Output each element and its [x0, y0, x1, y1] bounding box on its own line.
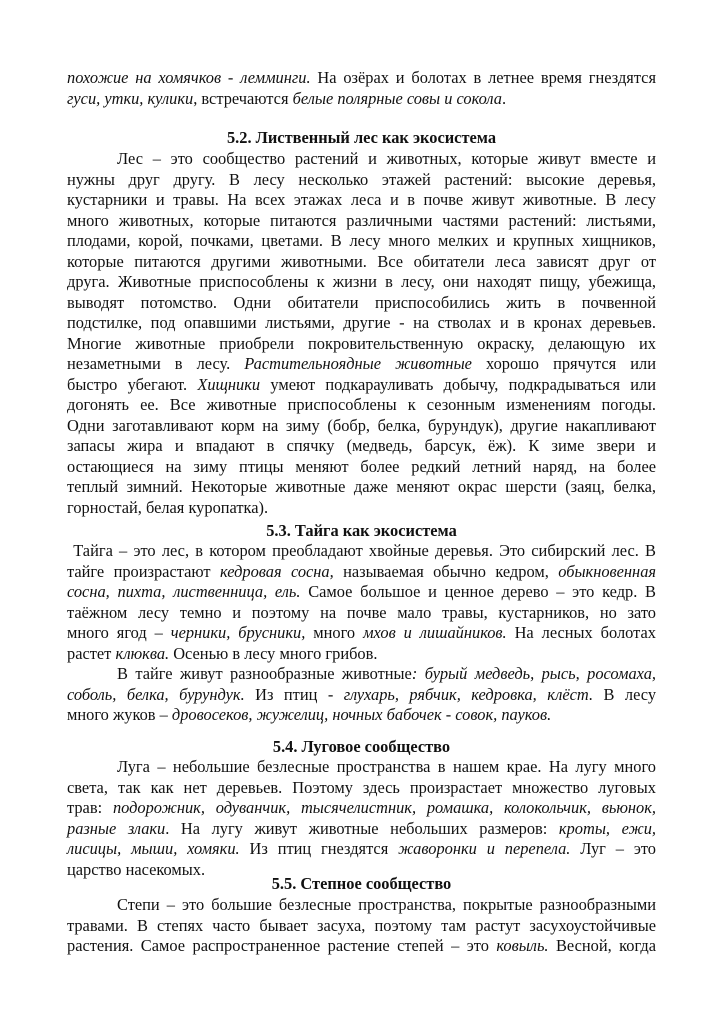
italic-text: подорожник, одуванчик, тысячелистник, ромашка, колокольчик, вьюнок, — [112, 798, 656, 817]
italic-text: Хищники — [197, 374, 261, 394]
text-line — [67, 457, 656, 478]
text-run: запасы жира и впадают в спячку (медведь, барсук, ёж). К зиме звери и — [67, 436, 656, 455]
paragraph — [67, 541, 656, 664]
text-run: Одни заготавливают корм на зиму (бобр, белка, бурундук), другие накапливают — [67, 415, 656, 435]
text-line — [67, 68, 656, 89]
italic-text: кедровая сосна, — [219, 561, 334, 581]
text-line — [67, 436, 656, 457]
paragraph — [67, 664, 656, 726]
text-run: Многие животные приобрели покровительственную окраску, делающую их — [67, 333, 656, 353]
text-line — [67, 644, 656, 665]
text-line — [67, 603, 656, 624]
paragraph — [67, 757, 656, 880]
text-run: кустарники и травы. На всех этажах леса и в почве живут животные. В лесу — [67, 190, 656, 209]
text-run: подстилке, под опавшими листьями, другие - на стволах и в кронах деревьев. — [67, 313, 656, 332]
text-line — [67, 272, 656, 293]
paragraph — [67, 68, 656, 109]
italic-text: обыкновенная — [558, 561, 657, 581]
text-run: травами. В степях часто бывает засуха, поэтому там растут засухоустойчивые — [67, 915, 656, 935]
italic-text: жаворонки и перепела. — [398, 839, 571, 858]
italic-text: Растительноядные животные — [244, 354, 472, 373]
text-run: незаметными в лесу. — [67, 354, 245, 373]
text-line — [67, 562, 656, 583]
text-line — [67, 416, 656, 437]
text-line — [67, 541, 656, 562]
text-run: Тайга – это лес, в котором преобладают хвойные деревья. Это сибирский лес. В — [67, 541, 656, 560]
text-run: догонять ее. Все животные приспособлены к сезонным изменениям погоды. — [67, 395, 656, 414]
section-heading: 5.5. Степное сообщество — [271, 874, 452, 893]
text-line — [67, 375, 656, 396]
text-line — [67, 664, 656, 685]
text-run: На озёрах и болотах в летнее время гнездятся — [310, 68, 656, 87]
text-run: Самое большое и ценное дерево – это кедр. В — [300, 582, 656, 601]
italic-text: лисицы, мыши, хомяки. — [67, 839, 240, 858]
text-run: плодами, корой, почками, цветами. В лесу много мелких и крупных хищников, — [67, 231, 656, 250]
text-line — [67, 582, 656, 603]
text-run: Луг – это — [570, 839, 657, 858]
text-line — [67, 916, 656, 937]
text-run: много животных, которые питаются различными частями растений: листьями, — [67, 210, 656, 230]
text-run: трав: — [67, 798, 113, 817]
text-run: царство насекомых. — [67, 859, 206, 879]
italic-text: соболь, белка, бурундук. — [67, 684, 245, 704]
text-run: друга. Животные приспособлены к жизни в лесу, они находят пищу, убежища, — [67, 272, 656, 291]
text-run: теплый зимний. Некоторые животные даже меняют окрас шерсти (заяц, белка, — [67, 477, 656, 496]
text-line — [67, 334, 656, 355]
text-run: много — [305, 623, 364, 642]
italic-text: мхов и лишайников. — [363, 623, 507, 642]
text-run: таёжном лесу темно и поэтому на почве мало травы, кустарников, но зато — [67, 602, 656, 622]
text-line — [67, 354, 656, 375]
text-run: Степи – это большие безлесные пространства, покрытые разнообразными — [117, 895, 656, 914]
text-run: Осенью в лесу много грибов. — [169, 643, 378, 663]
text-run: растения. Самое распространенное растение степей – это — [67, 936, 497, 955]
text-run: много ягод – — [67, 623, 171, 642]
text-run: много жуков – — [67, 705, 172, 724]
text-run: быстро убегают. — [67, 374, 198, 394]
text-run: выводят потомство. Одни обитатели приспособились жить в почвенной — [67, 292, 656, 312]
text-line — [67, 211, 656, 232]
text-line — [67, 477, 656, 498]
italic-text: : бурый медведь, рысь, росомаха, — [411, 664, 656, 683]
paragraph — [67, 895, 656, 957]
text-line — [67, 231, 656, 252]
text-line — [67, 149, 656, 170]
italic-text: белые полярные совы и сокола — [292, 88, 502, 108]
text-run: света, так как нет деревьев. Поэтому здесь произрастает множество луговых — [67, 777, 656, 797]
text-run: остающиеся на зиму птицы меняют более редкий летний наряд, на более — [67, 456, 656, 476]
text-line — [67, 757, 656, 778]
italic-text: гуси, утки, кулики — [67, 88, 194, 108]
text-line — [67, 936, 656, 957]
text-run: называемая обычно кедром, — [333, 561, 559, 581]
text-run: Из птиц гнездятся — [239, 839, 399, 858]
text-line — [67, 498, 656, 519]
text-line — [67, 623, 656, 644]
text-run: Лес – это сообщество растений и животных, которые живут вместе и — [117, 149, 656, 168]
text-line — [67, 89, 656, 110]
text-run: Луга – небольшие безлесные пространства в нашем крае. На лугу много — [117, 757, 656, 776]
text-line — [67, 778, 656, 799]
italic-text: кроты, ежи, — [558, 818, 656, 838]
text-line — [67, 190, 656, 211]
text-line — [67, 313, 656, 334]
text-run: В лесу — [593, 684, 657, 704]
text-run: На лесных болотах — [506, 623, 656, 642]
text-run: . На лугу живут животные небольших размеров: — [165, 818, 559, 838]
section-heading: 5.4. Луговое сообщество — [272, 737, 451, 756]
text-run: , встречаются — [193, 88, 293, 108]
text-run: которые питаются другими животными. Все обитатели леса зависят друг от — [67, 251, 656, 271]
italic-text: клюква. — [115, 643, 170, 663]
text-line — [67, 395, 656, 416]
section-heading: 5.2. Лиственный лес как экосистема — [226, 128, 497, 147]
text-run: умеют подкарауливать добычу, подкрадываться или — [260, 374, 656, 394]
text-line — [67, 170, 656, 191]
italic-text: похожие на хомячков - лемминги. — [67, 68, 311, 87]
text-run: Из птиц - — [244, 684, 344, 704]
italic-text: ковыль. — [496, 936, 549, 955]
text-line — [67, 293, 656, 314]
text-run: . — [501, 88, 507, 108]
italic-text: разные злаки — [67, 818, 166, 838]
text-run: В тайге живут разнообразные животные — [117, 664, 412, 683]
text-line — [67, 705, 656, 726]
section-heading: 5.3. Тайга как экосистема — [266, 521, 457, 540]
paragraph — [67, 149, 656, 518]
text-run: Весной, когда — [548, 936, 656, 955]
text-line — [67, 252, 656, 273]
italic-text: сосна, пихта, лиственница, ель. — [67, 582, 301, 601]
text-run: растет — [67, 643, 116, 663]
text-run: нужны друг другу. В лесу несколько этажей растений: высокие деревья, — [67, 169, 656, 189]
italic-text: дровосеков, жужелиц, ночных бабочек - совок, пауков. — [171, 705, 552, 724]
text-line — [67, 895, 656, 916]
text-run: тайге произрастают — [67, 561, 220, 581]
text-run: горностай, белая куропатка). — [67, 497, 269, 517]
text-line — [67, 819, 656, 840]
text-run: хорошо прячутся или — [471, 354, 656, 373]
text-line — [67, 685, 656, 706]
italic-text: глухарь, рябчик, кедровка, клёст. — [343, 684, 594, 704]
text-line — [67, 839, 656, 860]
text-line — [67, 798, 656, 819]
italic-text: черники, брусники, — [170, 623, 306, 642]
